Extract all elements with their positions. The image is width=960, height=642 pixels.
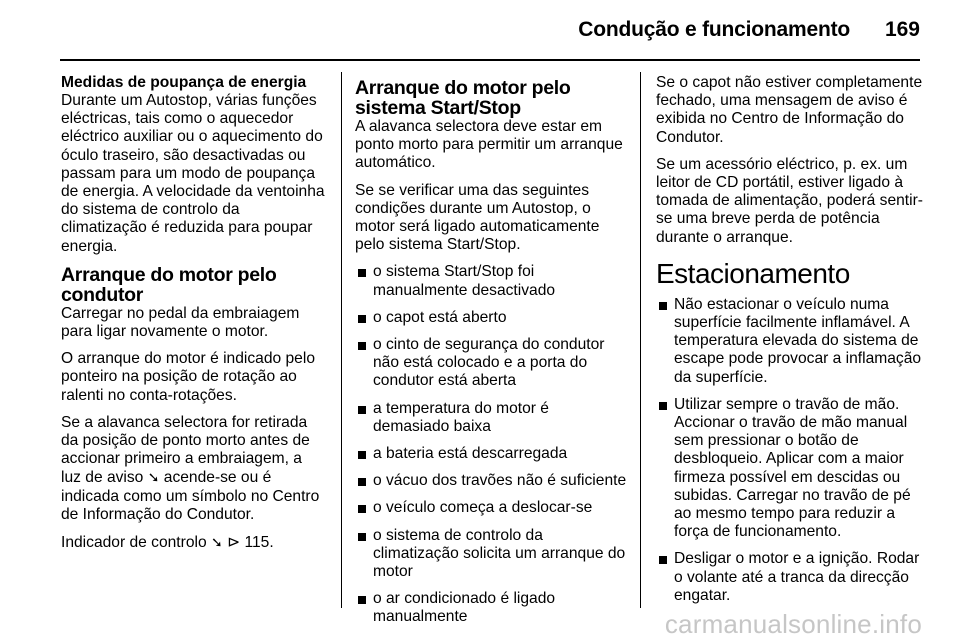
warning-text-a: Se a alavanca selectora for retirada da posição de ponto morto antes de accionar primeiro a embraiagem, a luz de aviso bbox=[61, 413, 310, 487]
driver-start-text-1: Carregar no pedal da embraiagem para ligar novamente o motor. bbox=[61, 304, 300, 341]
page-reference-icon: ⊳ bbox=[227, 534, 241, 552]
accessory-text: Se um acessório eléctrico, p. ex. um leitor de CD portátil, estiver ligado à tomada de alimentação, poderá sentir-se uma breve perda de potência durante o arranque. bbox=[656, 155, 923, 246]
startstop-text-1: A alavanca selectora deve estar em ponto morto para permitir um arranque automático. bbox=[355, 118, 623, 172]
column-3 bbox=[656, 74, 924, 614]
startstop-heading: Arranque do motor pelo sistema Start/Stop bbox=[355, 77, 571, 119]
list-item: Desligar o motor e a ignição. Rodar o volante até a tranca da direcção engatar. bbox=[656, 550, 924, 605]
autostop-warning-icon: ➘ bbox=[147, 469, 160, 486]
warning-text-b: acende-se ou é indicada como um símbolo no Centro de Informação do Condutor. bbox=[61, 469, 320, 523]
page-reference-link[interactable]: 115. bbox=[244, 534, 274, 552]
driver-start-text-2: O arranque do motor é indicado pelo ponteiro na posição de rotação ao ralenti no conta-rotações. bbox=[61, 350, 315, 404]
energy-saving-heading: Medidas de poupança de energia bbox=[61, 74, 307, 91]
parking-list bbox=[656, 296, 924, 605]
energy-saving-text: Durante um Autostop, várias funções eléctricas, tais como o aquecedor eléctrico auxiliar ou o aquecimento do óculo traseiro, são desactivadas ou passam para um modo de poupança de energia. A velocidade da ventoinha do sistema de controlo da climatização é reduzida para poupar energia. bbox=[61, 92, 325, 255]
bullet-icon bbox=[358, 269, 366, 277]
list-item: o sistema Start/Stop foi manualmente desactivado bbox=[355, 263, 627, 299]
list-item: a temperatura do motor é demasiado baixa bbox=[355, 400, 627, 436]
column-2 bbox=[355, 74, 627, 636]
list-item: Utilizar sempre o travão de mão. Accionar o travão de mão manual sem pressionar o botão de desbloqueio. Aplicar com a maior firmeza possível em descidas ou subidas. Carregar no travão de pé ao mesmo tempo para reduzir a força de funcionamento. bbox=[656, 396, 924, 542]
bullet-icon bbox=[659, 556, 667, 564]
list-item: o cinto de segurança do condutor não está colocado e a porta do condutor está aberta bbox=[355, 336, 627, 391]
list-item: Não estacionar o veículo numa superfície facilmente inflamável. A temperatura elevada do sistema de escape pode provocar a inflamação da superfície. bbox=[656, 296, 924, 387]
bullet-icon bbox=[659, 302, 667, 310]
driver-start-heading: Arranque do motor pelo condutor bbox=[61, 263, 277, 306]
parking-heading: Estacionamento bbox=[656, 257, 850, 289]
header-rule bbox=[60, 59, 920, 61]
driver-start-text-3 bbox=[61, 414, 325, 524]
control-indicator-label: Indicador de controlo bbox=[61, 534, 207, 552]
startstop-conditions-list bbox=[355, 263, 627, 626]
bullet-icon bbox=[358, 478, 366, 486]
column-divider-2 bbox=[640, 72, 641, 608]
list-item: o sistema de controlo da climatização solicita um arranque do motor bbox=[355, 527, 627, 582]
page-number: 169 bbox=[884, 18, 920, 41]
column-divider-1 bbox=[341, 72, 342, 608]
watermark: carmanualsonline.info bbox=[664, 609, 922, 639]
hood-warning-text: Se o capot não estiver completamente fechado, uma mensagem de aviso é exibida no Centro de Informação do Condutor. bbox=[656, 74, 923, 146]
section-title: Condução e funcionamento bbox=[578, 18, 850, 41]
list-item: o veículo começa a deslocar-se bbox=[355, 499, 627, 517]
bullet-icon bbox=[358, 342, 366, 350]
bullet-icon bbox=[358, 596, 366, 604]
bullet-icon bbox=[358, 533, 366, 541]
list-item: o vácuo dos travões não é suficiente bbox=[355, 472, 627, 490]
bullet-icon bbox=[358, 406, 366, 414]
bullet-icon bbox=[358, 315, 366, 323]
bullet-icon bbox=[358, 505, 366, 513]
page-header bbox=[0, 0, 960, 60]
bullet-icon bbox=[358, 451, 366, 459]
column-1 bbox=[61, 74, 325, 561]
bullet-icon bbox=[659, 402, 667, 410]
startstop-text-2: Se se verificar uma das seguintes condições durante um Autostop, o motor será ligado automaticamente pelo sistema Start/Stop. bbox=[355, 181, 600, 254]
control-indicator-text bbox=[61, 533, 325, 552]
list-item: o ar condicionado é ligado manualmente bbox=[355, 590, 627, 626]
list-item: a bateria está descarregada bbox=[355, 445, 627, 463]
autostop-indicator-icon: ➘ bbox=[210, 534, 223, 551]
list-item: o capot está aberto bbox=[355, 309, 627, 327]
